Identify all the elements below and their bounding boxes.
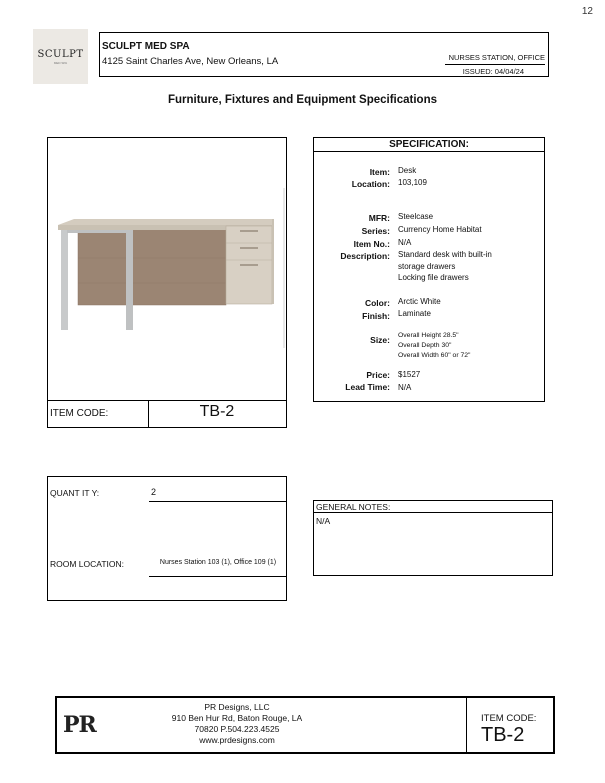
price-value: $1527 xyxy=(398,370,421,379)
item-value: Desk xyxy=(398,166,417,175)
company-website: www.prdesigns.com xyxy=(199,735,275,745)
description-line: storage drawers xyxy=(398,262,456,271)
general-notes-panel xyxy=(313,500,553,576)
project-header xyxy=(99,32,549,77)
finish-value: Laminate xyxy=(398,309,431,318)
company-zip-phone: 70820 P.504.223.4525 xyxy=(194,724,280,734)
desk-illustration xyxy=(48,138,286,400)
quantity-label: QUANT IT Y: xyxy=(50,488,100,498)
footer xyxy=(55,696,555,754)
size-line: Overall Height 28.5" xyxy=(398,332,459,339)
room-location-value: Nurses Station 103 (1), Office 109 (1) xyxy=(159,559,277,566)
color-value: Arctic White xyxy=(398,297,441,306)
footer-divider xyxy=(466,698,467,752)
description-line: Locking file drawers xyxy=(398,273,469,282)
item-label: Item: xyxy=(369,167,390,177)
description-label: Description: xyxy=(340,251,390,261)
item-code-label: ITEM CODE: xyxy=(50,408,109,419)
general-notes-text: N/A xyxy=(316,516,331,526)
company-name: PR Designs, LLC xyxy=(204,702,270,712)
desk-back-panel xyxy=(78,226,226,305)
specification-title: SPECIFICATION: xyxy=(314,138,544,152)
mfr-value: Steelcase xyxy=(398,212,434,221)
header-divider xyxy=(445,64,545,65)
location-label: Location: xyxy=(351,179,390,189)
pr-designs-logo: PR xyxy=(63,712,96,738)
specification-panel xyxy=(313,137,545,402)
company-address: 910 Ben Hur Rd, Baton Rouge, LA xyxy=(171,713,303,723)
size-line: Overall Width 60" or 72" xyxy=(398,352,471,359)
page-number: 12 xyxy=(581,6,593,17)
series-value: Currency Home Habitat xyxy=(398,225,482,234)
item-code-row xyxy=(48,400,286,427)
logo-subtext: MED SPA xyxy=(53,60,68,65)
desk-leg-left xyxy=(61,230,68,330)
item-code-value: TB-2 xyxy=(199,403,235,420)
lead-time-value: N/A xyxy=(398,383,412,392)
product-image-panel xyxy=(47,137,287,428)
room-location-label: ROOM LOCATION: xyxy=(50,559,124,569)
quantity-panel xyxy=(47,476,287,601)
quantity-underline xyxy=(149,501,287,502)
lead-time-label: Lead Time: xyxy=(345,382,390,392)
description-line: Standard desk with built-in xyxy=(398,250,492,259)
color-label: Color: xyxy=(364,298,390,308)
client-address: 4125 Saint Charles Ave, New Orleans, LA xyxy=(102,56,279,67)
mfr-label: MFR: xyxy=(368,213,390,223)
company-info xyxy=(117,702,357,746)
item-no-value: N/A xyxy=(398,238,412,247)
location-value: 103,109 xyxy=(398,178,427,187)
series-label: Series: xyxy=(361,226,390,236)
size-line: Overall Depth 30" xyxy=(398,342,452,349)
logo-text: SCULPT xyxy=(37,48,84,60)
price-label: Price: xyxy=(366,370,390,380)
document-title: Furniture, Fixtures and Equipment Specifications xyxy=(167,94,437,106)
desk-leg-right xyxy=(126,230,133,330)
size-label: Size: xyxy=(370,335,390,345)
item-no-label: Item No.: xyxy=(353,239,390,249)
footer-item-code-value: TB-2 xyxy=(481,724,525,746)
room-location-underline xyxy=(149,576,287,577)
general-notes-title: GENERAL NOTES: xyxy=(314,501,552,513)
desk-image xyxy=(48,138,286,400)
room-location-header: NURSES STATION, OFFICE xyxy=(448,53,545,62)
issued-date: ISSUED: 04/04/24 xyxy=(462,67,524,76)
client-name: SCULPT MED SPA xyxy=(102,41,190,52)
quantity-value: 2 xyxy=(151,487,157,497)
client-logo xyxy=(33,29,88,84)
finish-label: Finish: xyxy=(362,311,390,321)
footer-item-code-label: ITEM CODE: xyxy=(481,713,537,724)
